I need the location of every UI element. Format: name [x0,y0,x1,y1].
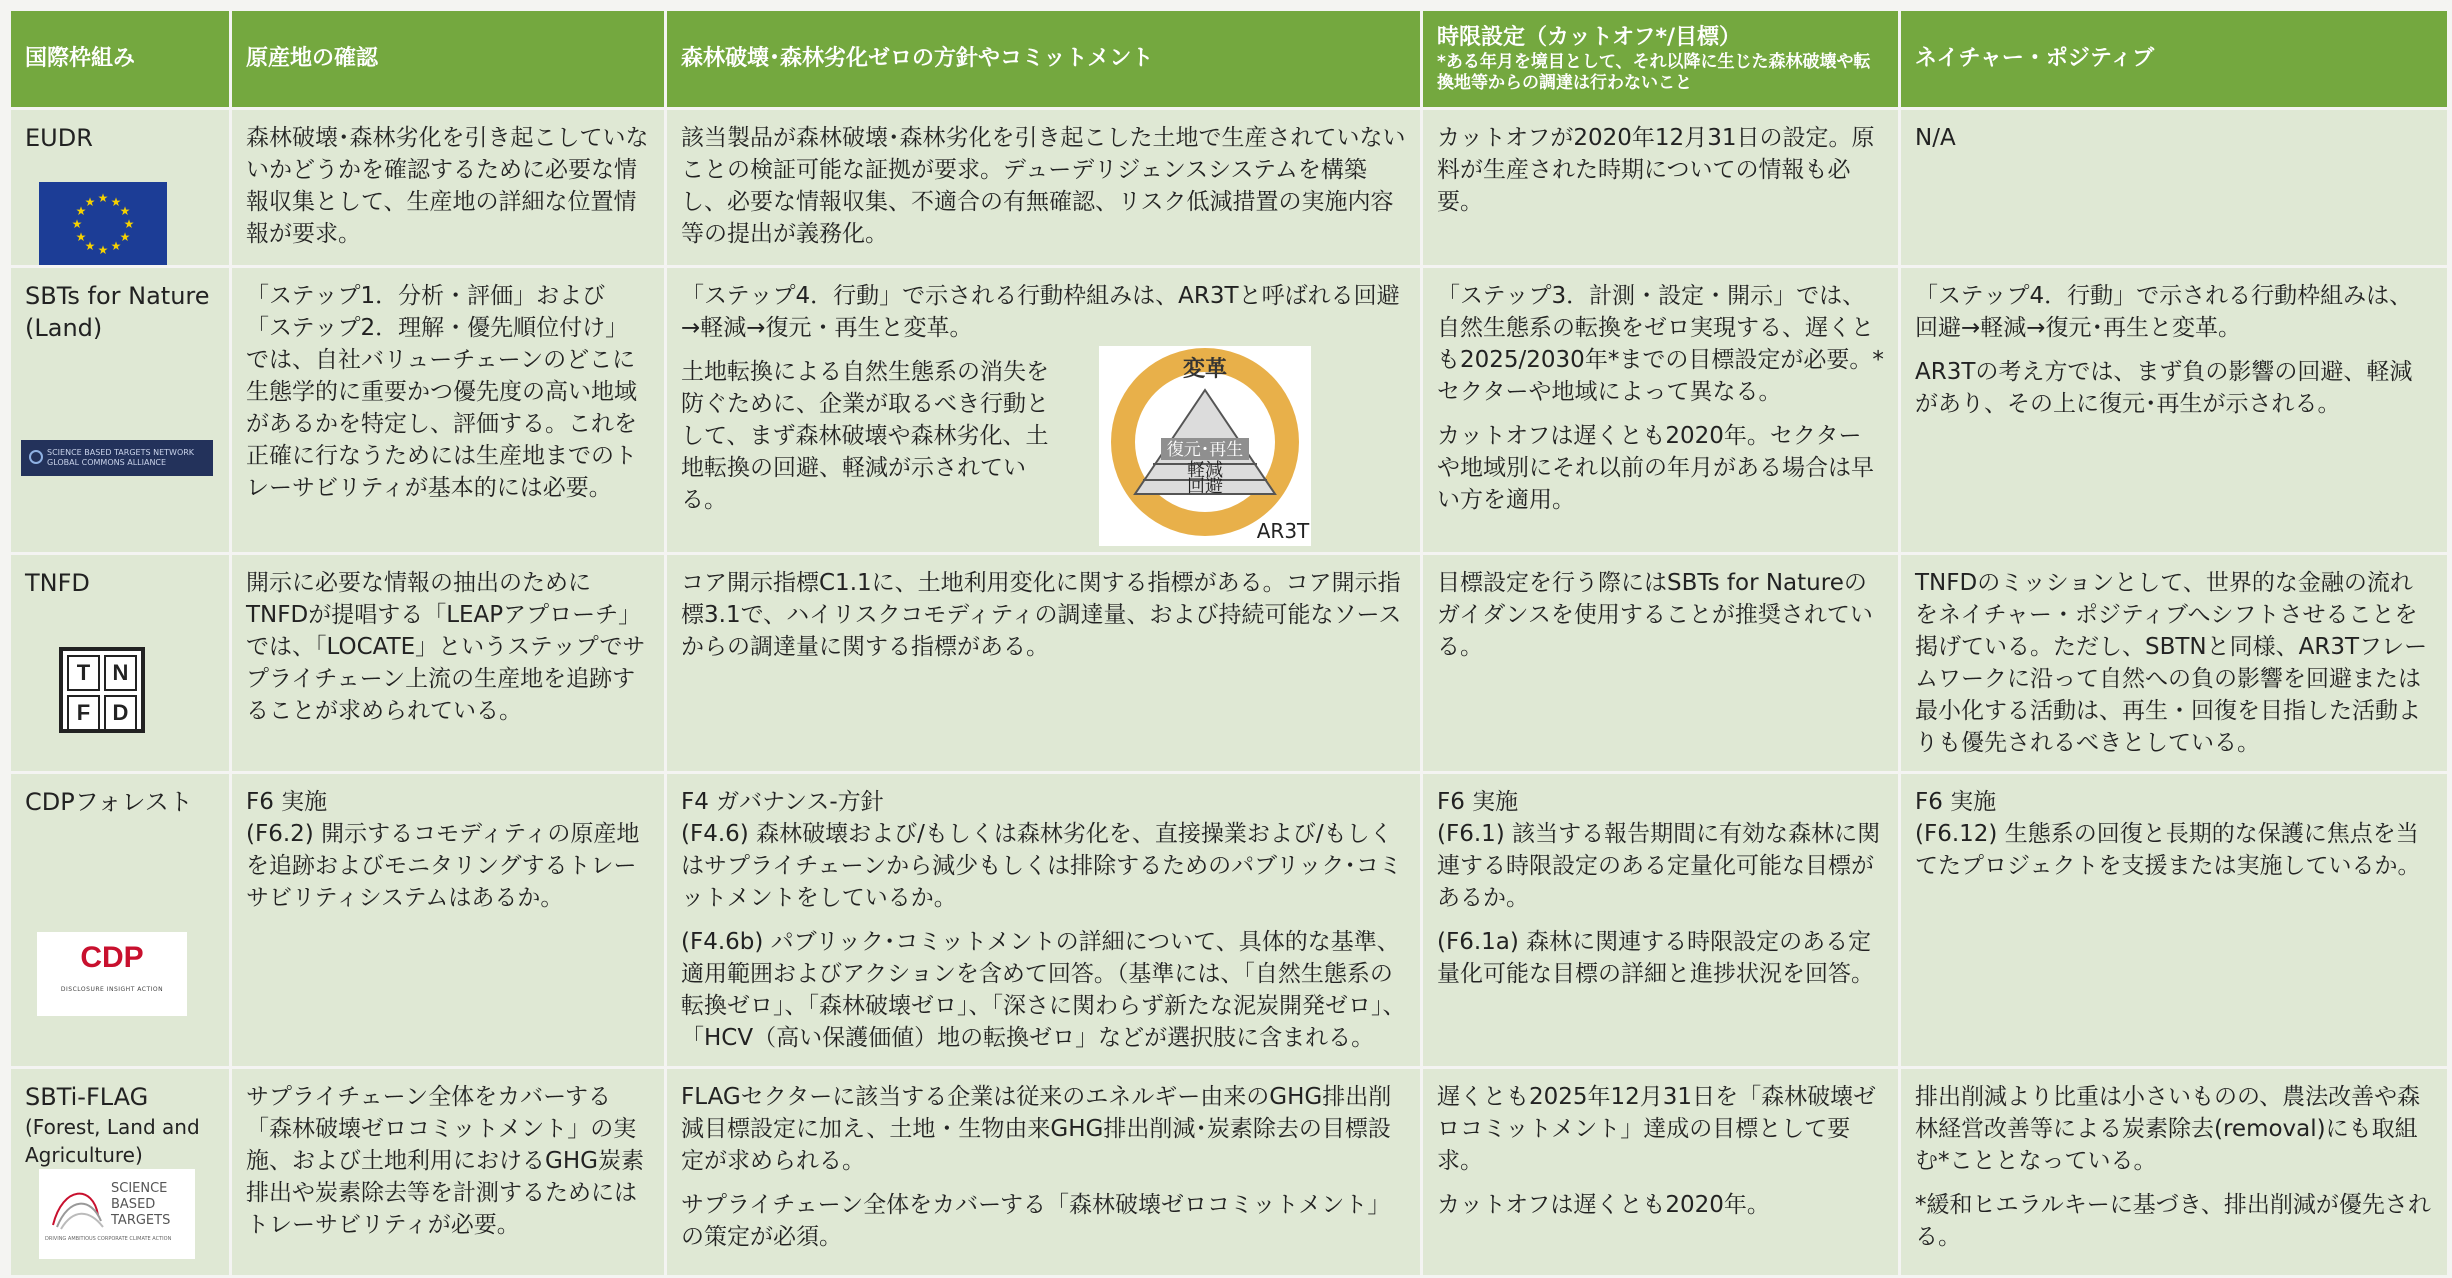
nature-cell [1901,268,2447,552]
ar3t-label-transform: 変革 [1182,357,1228,382]
origin-cell [232,774,664,1066]
cell-text: F6 実施 [1915,789,1997,815]
cell-text: サプライチェーン全体をカバーする「森林破壊ゼロコミットメント」の実施、および土地利用におけるGHG炭素排出や炭素除去等を計測するためにはトレーサビリティが必要。 [246,1084,644,1238]
svg-text:★: ★ [71,217,83,231]
header-row [11,11,2447,107]
nature-cell [1901,110,2447,265]
svg-text:★: ★ [110,239,122,253]
framework-subtitle: (Forest, Land and Agriculture) [25,1115,200,1167]
commitment-cell [667,774,1420,1066]
commitment-cell [667,268,1420,552]
framework-comparison-table [8,8,2450,1278]
sbti-logo-tagline: DRIVING AMBITIOUS CORPORATE CLIMATE ACTION [45,1236,172,1242]
sbti-logo [39,1169,195,1259]
sbtn-globe-icon [29,450,43,464]
tnfd-letter: T [67,655,100,691]
header-origin: 原産地の確認 [232,11,664,107]
nature-cell [1901,555,2447,771]
table-row [11,1069,2447,1275]
nature-cell [1901,774,2447,1066]
ar3t-title: AR3T [1256,519,1310,543]
cell-text: 「ステップ4．行動」で示される行動枠組みは、回避→軽減→復元･再生と変革。 [1915,283,2413,341]
origin-cell [232,555,664,771]
tnfd-letter: N [104,655,137,691]
ar3t-pyramid-diagram [1099,346,1311,546]
timing-cell [1423,555,1898,771]
tnfd-logo [59,647,145,733]
framework-cell [11,555,229,771]
header-timing-title: 時限設定（カットオフ*/目標） [1437,25,1742,50]
svg-text:★: ★ [84,195,96,209]
framework-name: SBTi-FLAG [25,1083,149,1111]
svg-text:★: ★ [119,204,131,218]
svg-text:★: ★ [84,239,96,253]
cell-text: (F4.6b) パブリック･コミットメントの詳細について、具体的な基準、適用範囲およびアクションを含めて回答。（基準には、「自然生態系の転換ゼロ」、「森林破壊ゼロ」、「深さに関わらず新たな泥炭開発ゼロ」、「HCV（高い保護価値）地の転換ゼロ」などが選択肢に含まれる。 [681,929,1406,1051]
cell-text: 「ステップ3．計測・設定・開示」では、自然生態系の転換をゼロ実現する、遅くとも2025/2030年*までの目標設定が必要。*セクターや地域によって異なる。 [1437,283,1884,405]
framework-name: SBTs for Nature (Land) [25,282,210,342]
ar3t-label-avoid: 回避 [1187,476,1223,497]
cell-text: (F6.1a) 森林に関連する時限設定のある定量化可能な目標の詳細と進捗状況を回答。 [1437,929,1874,987]
timing-cell [1423,268,1898,552]
cell-text: 排出削減より比重は小さいものの、農法改善や森林経営改善等による炭素除去(removal)にも取組む*こととなっている。 [1915,1084,2421,1174]
cell-text: (F6.2) 開示するコモディティの原産地を追跡およびモニタリングするトレーサビリティシステムはあるか。 [246,821,640,911]
timing-cell [1423,1069,1898,1275]
cell-text: 該当製品が森林破壊･森林劣化を引き起こした土地で生産されていないことの検証可能な証拠が要求。デューデリジェンスシステムを構築し、必要な情報収集、不適合の有無確認、リスク低減措置の実施内容等の提出が義務化。 [681,125,1406,247]
timing-cell [1423,110,1898,265]
cell-text: *緩和ヒエラルキーに基づき、排出削減が優先される。 [1915,1192,2431,1250]
commitment-cell [667,1069,1420,1275]
table-row [11,774,2447,1066]
table-row [11,555,2447,771]
framework-comparison-table-container [8,8,2444,1264]
cell-text: F4 ガバナンス-方針 [681,789,884,815]
header-timing-note: *ある年月を境目として、それ以降に生じた森林破壊や転換地等からの調達は行わないこと [1437,52,1871,93]
commitment-cell [667,555,1420,771]
framework-cell [11,110,229,265]
svg-text:★: ★ [75,204,87,218]
timing-cell [1423,774,1898,1066]
table-row [11,110,2447,265]
framework-cell [11,774,229,1066]
cell-text: コア開示指標C1.1に、土地利用変化に関する指標がある。コア開示指標3.1で、ハイリスクコモディティの調達量、および持続可能なソースからの調達量に関する指標がある。 [681,570,1402,660]
cell-text: F6 実施 [1437,789,1519,815]
cell-text: カットオフが2020年12月31日の設定。原料が生産された時期についての情報も必要。 [1437,125,1875,215]
origin-cell [232,268,664,552]
tnfd-letter: F [67,695,100,731]
cell-text: AR3Tの考え方では、まず負の影響の回避、軽減があり、その上に復元･再生が示される。 [1915,359,2413,417]
cell-text: カットオフは遅くとも2020年。 [1437,1192,1770,1218]
cell-text: (F6.1) 該当する報告期間に有効な森林に関連する時限設定のある定量化可能な目標があるか。 [1437,821,1881,911]
nature-cell [1901,1069,2447,1275]
cdp-logo [37,932,187,1016]
sbtn-logo-text: SCIENCE BASED TARGETS NETWORK [47,448,195,457]
origin-cell [232,1069,664,1275]
cell-text: (F4.6) 森林破壊および/もしくは森林劣化を、直接操業および/もしくはサプライチェーンから減少もしくは排除するためのパブリック･コミットメントをしているか。 [681,821,1402,911]
svg-text:★: ★ [97,191,109,205]
header-timing [1423,11,1898,107]
cell-text: TNFDのミッションとして、世界的な金融の流れをネイチャー・ポジティブへシフトさせることを掲げている。ただし、SBTNと同様、AR3Tフレームワークに沿って自然への負の影響を回避または最小化する活動は、再生・回復を目指した活動よりも優先されるべきとしている。 [1915,570,2428,756]
svg-text:★: ★ [119,230,131,244]
svg-text:★: ★ [75,230,87,244]
header-framework: 国際枠組み [11,11,229,107]
framework-name: TNFD [25,569,90,597]
header-nature-positive: ネイチャー・ポジティブ [1901,11,2447,107]
framework-name: EUDR [25,124,93,152]
commitment-cell [667,110,1420,265]
cdp-logo-mark: CDP [80,941,144,974]
cell-text: カットオフは遅くとも2020年。セクターや地域別にそれ以前の年月がある場合は早い方を適用。 [1437,423,1874,513]
cell-text: FLAGセクターに該当する企業は従来のエネルギー由来のGHG排出削減目標設定に加え、土地・生物由来GHG排出削減･炭素除去の目標設定が求められる。 [681,1084,1392,1174]
cell-text: 「ステップ4．行動」で示される行動枠組みは、AR3Tと呼ばれる回避→軽減→復元・再生と変革。 [681,283,1400,341]
cdp-logo-tagline: DISCLOSURE INSIGHT ACTION [60,986,164,993]
cell-text: 森林破壊･森林劣化を引き起こしていないかどうかを確認するために必要な情報収集として、生産地の詳細な位置情報が要求。 [246,125,649,247]
cell-text: 遅くとも2025年12月31日を「森林破壊ゼロコミットメント」達成の目標として要求。 [1437,1084,1877,1174]
framework-name: CDPフォレスト [25,788,193,816]
framework-cell [11,268,229,552]
ar3t-label-restore: 復元･再生 [1166,440,1244,460]
ar3t-label-reduce: 軽減 [1187,460,1223,481]
sbtn-logo-subtext: GLOBAL COMMONS ALLIANCE [47,458,167,467]
cell-text: 「ステップ1．分析・評価」および「ステップ2．理解・優先順位付け」では、自社バリューチェーンのどこに生態学的に重要かつ優先度の高い地域があるかを特定し、評価する。これを正確に行なうためには生産地までのトレーサビリティが基本的には必要。 [246,283,637,501]
origin-cell [232,110,664,265]
eu-flag-icon [39,182,167,265]
table-row [11,268,2447,552]
framework-cell [11,1069,229,1275]
cell-text: 開示に必要な情報の抽出のためにTNFDが提唱する「LEAPアプローチ」では、「LOCATE」というステップでサプライチェーン上流の生産地を追跡することが求められている。 [246,570,646,724]
sbti-logo-text: SCIENCE BASED TARGETS [111,1181,171,1228]
cell-text: N/A [1915,125,1956,151]
cell-text: サプライチェーン全体をカバーする「森林破壊ゼロコミットメント」の策定が必須。 [681,1192,1391,1250]
svg-text:★: ★ [123,217,135,231]
svg-text:★: ★ [97,243,109,257]
svg-text:★: ★ [110,195,122,209]
cell-text: 土地転換による自然生態系の消失を防ぐために、企業が取るべき行動として、まず森林破壊や森林劣化、土地転換の回避、軽減が示されている。 [681,359,1049,513]
cell-text: (F6.12) 生態系の回復と長期的な保護に焦点を当てたプロジェクトを支援または実施しているか。 [1915,821,2421,879]
header-commitment: 森林破壊･森林劣化ゼロの方針やコミットメント [667,11,1420,107]
sbtn-logo [21,440,213,476]
cell-text: F6 実施 [246,789,328,815]
cell-text: 目標設定を行う際にはSBTs for Natureのガイダンスを使用することが推奨されている。 [1437,570,1873,660]
tnfd-letter: D [104,695,137,731]
